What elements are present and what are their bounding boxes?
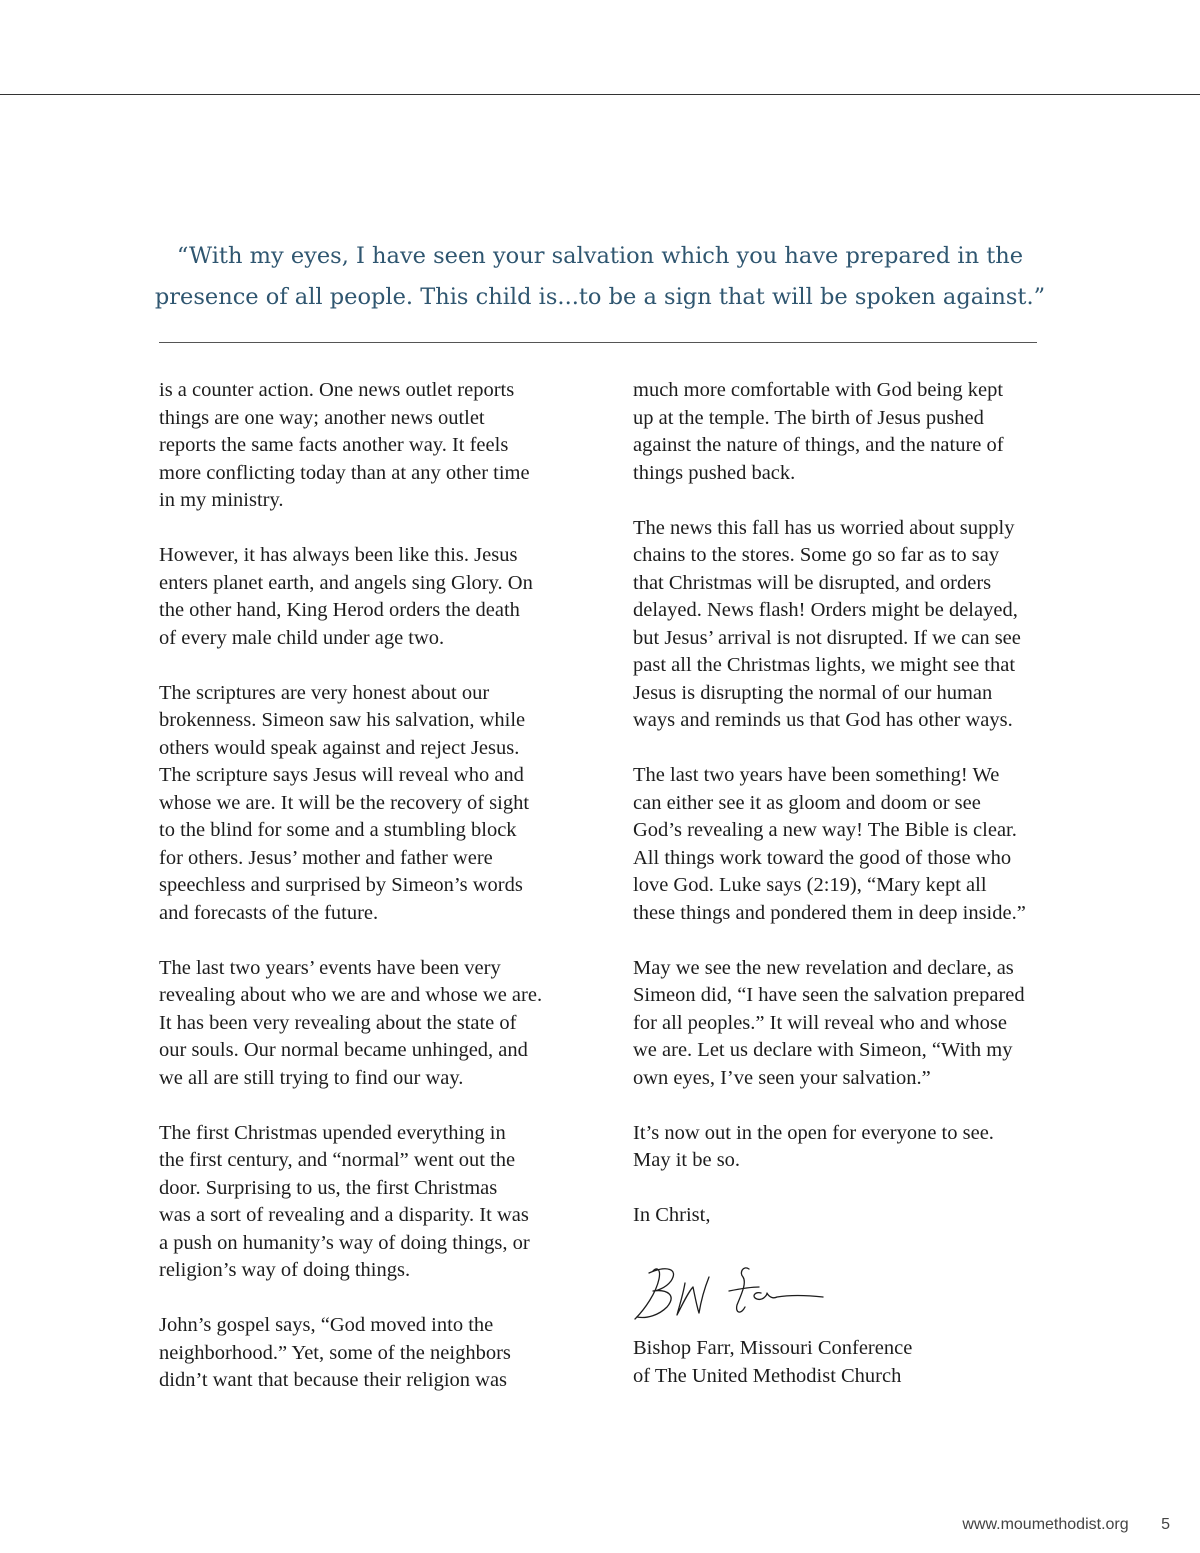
text-line: The first Christmas upended everything in [159,1121,506,1144]
text-line: chains to the stores. Some go so far as to say [633,544,1000,566]
text-line: May we see the new revelation and declare, as [633,956,1014,979]
left-column-paragraph [159,955,569,1093]
text-line: against the nature of things, and the nature of [633,434,1004,456]
text-line: for all peoples.” It will reveal who and whose [633,1011,1008,1034]
signature-name-line-1: Bishop Farr, Missouri Conference [633,1337,913,1359]
right-column-paragraphs [633,377,1043,1175]
text-line: God’s revealing a new way! The Bible is clear. [633,819,1017,841]
text-line: However, it has always been like this. Jesus [159,544,518,566]
page-footer [962,1516,1170,1534]
page-number: 5 [1161,1516,1170,1533]
text-line: May it be so. [633,1149,741,1171]
text-line: religion’s way of doing things. [159,1259,411,1281]
pull-quote-line-2: presence of all people. This child is...to be a sign that will be spoken against.” [154,284,1046,310]
text-line: Simeon did, “I have seen the salvation prepared [633,984,1025,1006]
text-line: more conflicting today than at any other time [159,461,530,484]
text-line: a push on humanity’s way of doing things, or [159,1231,530,1254]
text-line: love God. Luke says (2:19), “Mary kept all [633,874,987,896]
text-line: delayed. News flash! Orders might be delayed, [633,599,1018,621]
left-column [159,377,569,1395]
text-line: ways and reminds us that God has other ways. [633,709,1013,731]
text-line: in my ministry. [159,489,284,511]
text-line: door. Surprising to us, the first Christmas [159,1176,498,1199]
right-column-paragraph [633,515,1043,735]
text-line: others would speak against and reject Jesus. [159,736,520,759]
text-line: that Christmas will be disrupted, and orders [633,571,992,594]
right-column-paragraph [633,1120,1043,1175]
text-line: whose we are. It will be the recovery of sight [159,791,530,814]
text-line: neighborhood.” Yet, some of the neighbors [159,1341,511,1364]
left-column-paragraph [159,542,569,652]
text-line: enters planet earth, and angels sing Glory. On [159,571,533,594]
text-line: John’s gospel says, “God moved into the [159,1314,494,1336]
pull-quote-line-1: “With my eyes, I have seen your salvation which you have prepared in the [176,243,1024,269]
text-line: but Jesus’ arrival is not disrupted. If we can see [633,626,1021,649]
text-line: revealing about who we are and whose we are. [159,984,543,1006]
text-line: of every male child under age two. [159,626,445,649]
text-line: It has been very revealing about the state of [159,1011,517,1034]
text-line: speechless and surprised by Simeon’s words [159,874,523,896]
signature-caption [633,1335,1043,1390]
text-line: and forecasts of the future. [159,901,379,924]
text-line: for others. Jesus’ mother and father were [159,846,493,869]
left-column-paragraph [159,680,569,928]
text-line: The scripture says Jesus will reveal who and [159,764,524,786]
text-line: the first century, and “normal” went out the [159,1149,516,1171]
text-line: The last two years’ events have been very [159,956,501,979]
text-line: The scriptures are very honest about our [159,681,490,704]
pull-quote [150,236,1050,318]
text-line: The last two years have been something! We [633,764,1000,786]
text-line: is a counter action. One news outlet reports [159,379,515,401]
right-column-paragraph [633,377,1043,487]
salutation: In Christ, [633,1204,711,1226]
signature-name-line-2: of The United Methodist Church [633,1364,902,1387]
text-line: brokenness. Simeon saw his salvation, while [159,709,526,731]
text-line: All things work toward the good of those who [633,846,1012,869]
text-line: own eyes, I’ve seen your salvation.” [633,1066,931,1089]
text-line: Jesus is disrupting the normal of our human [633,681,993,704]
left-column-paragraph [159,1120,569,1285]
text-line: we all are still trying to find our way. [159,1066,464,1089]
text-line: we are. Let us declare with Simeon, “With my [633,1039,1013,1061]
left-column-paragraph [159,377,569,515]
right-column-paragraph [633,762,1043,927]
right-column-paragraph [633,955,1043,1093]
text-line: past all the Christmas lights, we might see that [633,654,1016,676]
text-line: things are one way; another news outlet [159,406,485,429]
text-line: didn’t want that because their religion was [159,1369,508,1391]
text-line: much more comfortable with God being kept [633,379,1004,401]
text-line: was a sort of revealing and a disparity. It was [159,1204,529,1226]
text-line: the other hand, King Herod orders the death [159,599,520,621]
text-line: things pushed back. [633,461,796,484]
right-column [633,377,1043,1390]
text-line: these things and pondered them in deep inside.” [633,901,1026,924]
text-line: can either see it as gloom and doom or see [633,791,981,814]
text-line: reports the same facts another way. It feels [159,434,509,456]
quote-divider [159,342,1037,343]
text-line: The news this fall has us worried about supply [633,516,1015,539]
left-column-paragraph [159,1312,569,1395]
top-rule [0,94,1200,95]
closing-block [633,1202,1043,1230]
text-line: up at the temple. The birth of Jesus pushed [633,406,984,429]
text-line: to the blind for some and a stumbling block [159,819,517,841]
signature [627,1257,837,1335]
text-line: our souls. Our normal became unhinged, and [159,1039,528,1061]
footer-url[interactable]: www.moumethodist.org [962,1516,1129,1533]
text-line: It’s now out in the open for everyone to see. [633,1121,994,1144]
